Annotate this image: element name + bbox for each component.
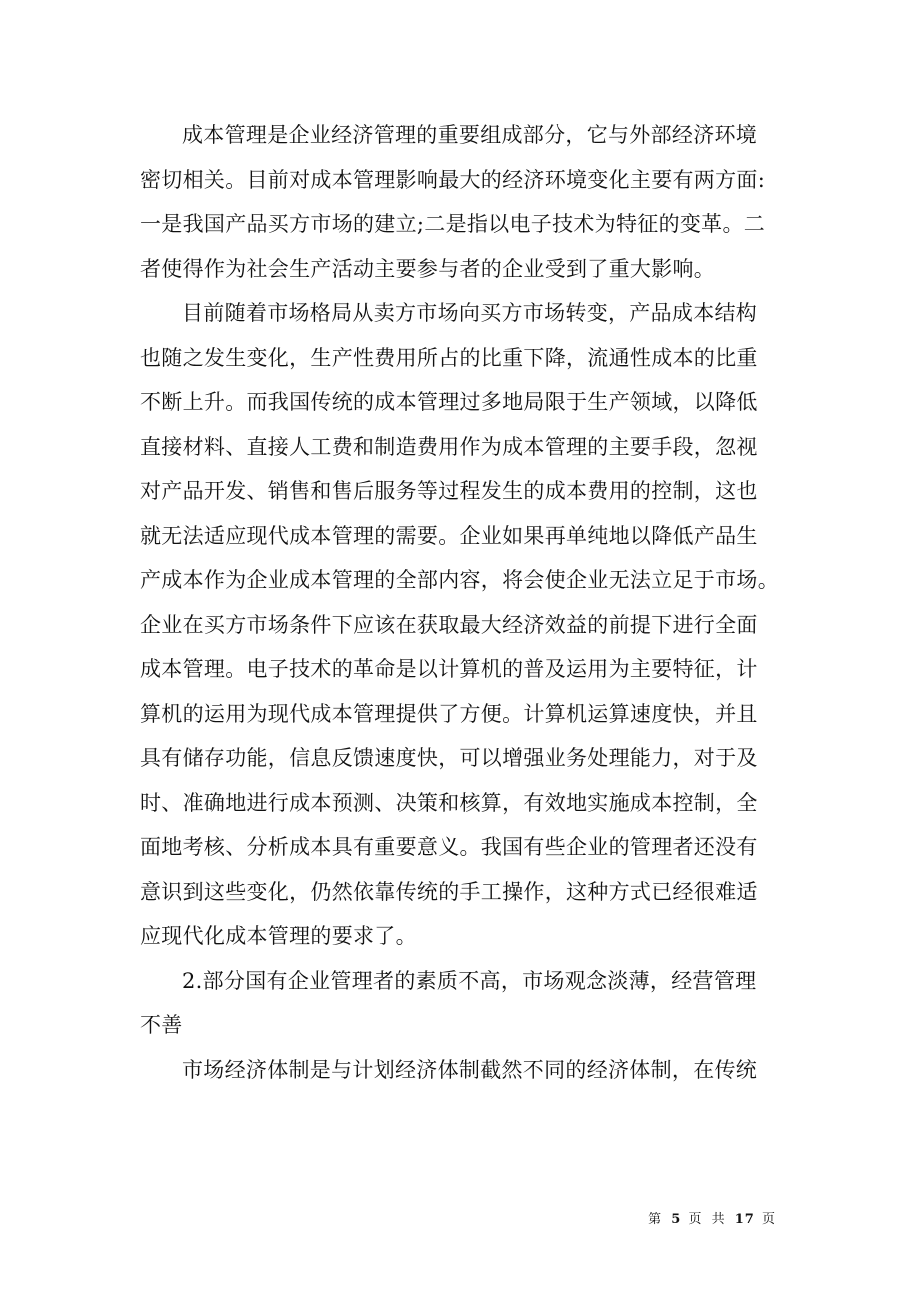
paragraph-2	[140, 291, 780, 959]
paragraph-3-heading	[140, 959, 780, 1048]
paragraph-line: 2.部分国有企业管理者的素质不高，市场观念淡薄，经营管理	[182, 968, 757, 993]
paragraph-line: 产成本作为企业成本管理的全部内容，将会使企业无法立足于市场。	[140, 568, 779, 592]
paragraph-line: 密切相关。目前对成本管理影响最大的经济环境变化主要有两方面:	[140, 167, 766, 192]
paragraph-line: 算机的运用为现代成本管理提供了方便。计算机运算速度快，并且	[140, 701, 758, 726]
footer-middle: 页 共	[688, 1212, 728, 1227]
paragraph-line: 目前随着市场格局从卖方市场向买方市场转变，产品成本结构	[182, 301, 758, 325]
paragraph-line: 应现代化成本管理的要求了。	[140, 924, 417, 948]
paragraph-line: 对产品开发、销售和售后服务等过程发生的成本费用的控制，这也	[140, 479, 758, 503]
paragraph-line: 成本管理。电子技术的革命是以计算机的普及运用为主要特征，计	[140, 657, 758, 681]
paragraph-line: 不善	[140, 1013, 183, 1037]
footer-suffix: 页	[761, 1212, 778, 1227]
paragraph-line: 一是我国产品买方市场的建立;二是指以电子技术为特征的变革。二	[140, 212, 766, 236]
paragraph-line: 企业在买方市场条件下应该在获取最大经济效益的前提下进行全面	[140, 612, 758, 637]
paragraph-line: 不断上升。而我国传统的成本管理过多地局限于生产领域，以降低	[140, 390, 758, 414]
document-body	[140, 113, 780, 1092]
footer-prefix: 第	[648, 1212, 665, 1227]
paragraph-line: 成本管理是企业经济管理的重要组成部分，它与外部经济环境	[182, 123, 758, 147]
paragraph-line: 市场经济体制是与计划经济体制截然不同的经济体制，在传统	[182, 1057, 758, 1082]
paragraph-line: 意识到这些变化，仍然依靠传统的手工操作，这种方式已经很难适	[140, 879, 758, 904]
paragraph-1	[140, 113, 780, 291]
paragraph-line: 具有储存功能，信息反馈速度快，可以增强业务处理能力，对于及	[140, 746, 758, 770]
paragraph-4	[140, 1048, 780, 1093]
paragraph-line: 直接材料、直接人工费和制造费用作为成本管理的主要手段，忽视	[140, 434, 758, 459]
paragraph-line: 也随之发生变化，生产性费用所占的比重下降，流通性成本的比重	[140, 345, 758, 370]
footer-current-page: 5	[671, 1212, 682, 1227]
footer-total-pages: 17	[734, 1212, 755, 1227]
paragraph-line: 就无法适应现代成本管理的需要。企业如果再单纯地以降低产品生	[140, 523, 758, 548]
paragraph-line: 时、准确地进行成本预测、决策和核算，有效地实施成本控制，全	[140, 790, 758, 815]
paragraph-line: 面地考核、分析成本具有重要意义。我国有些企业的管理者还没有	[140, 835, 758, 859]
page-footer	[648, 1208, 778, 1227]
paragraph-line: 者使得作为社会生产活动主要参与者的企业受到了重大影响。	[140, 256, 716, 281]
